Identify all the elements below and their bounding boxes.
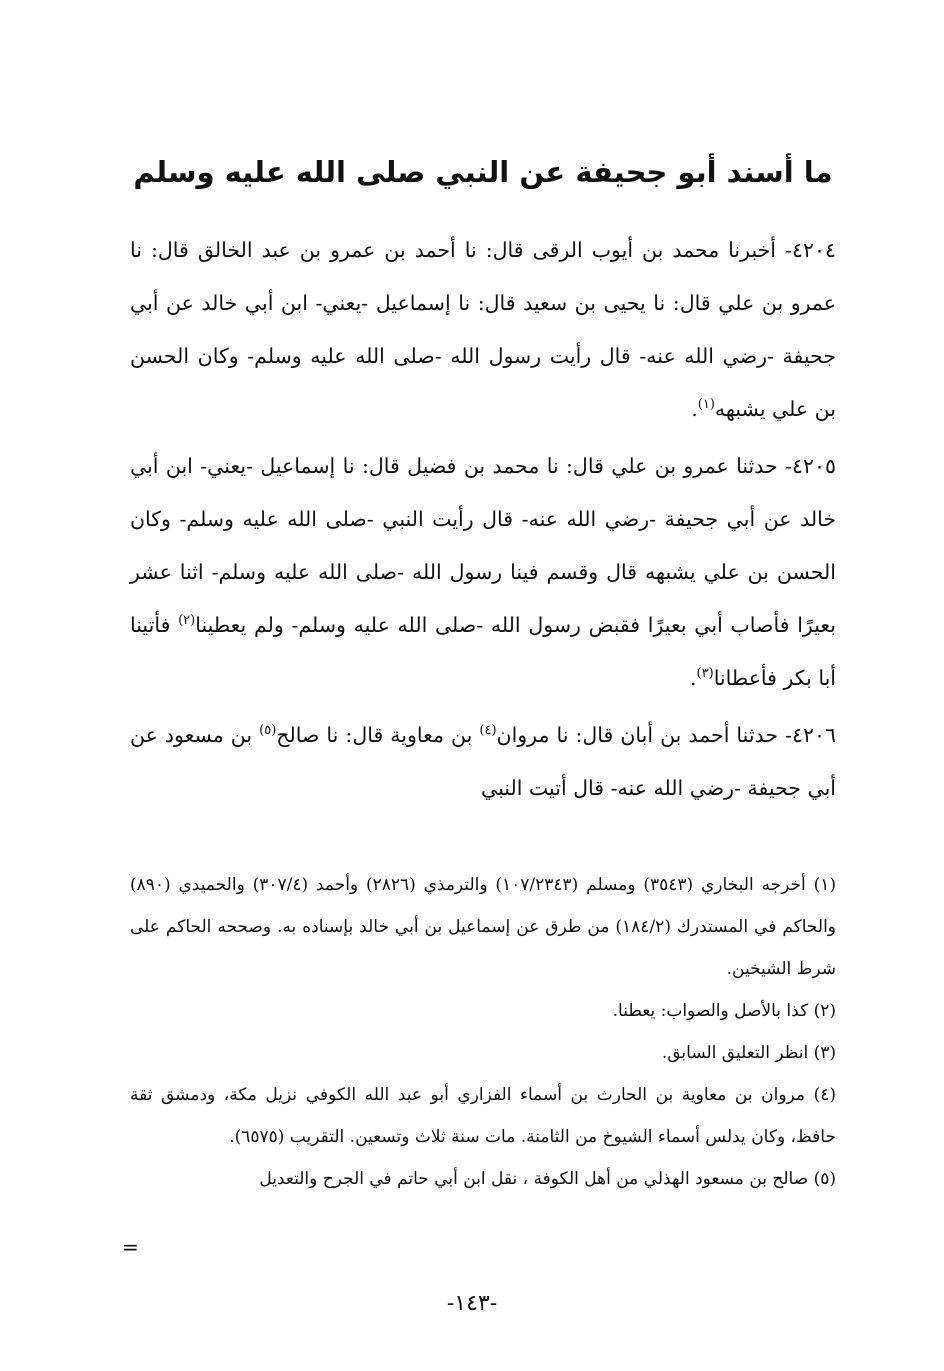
- footnote-marker: (٥): [813, 1169, 836, 1189]
- footnote-marker: (٢): [813, 1001, 836, 1021]
- footnote-text: أخرجه البخاري (٣٥٤٣) ومسلم (١٠٧/٢٣٤٣) والترمذي (٢٨٢٦) وأحمد (٣٠٧/٤) والحميدي (٨٩٠) والحاكم في المستدرك (١٨٤/٢) من طرق عن إسماعيل بن أبي خالد بإسناده به. وصححه الحاكم على شرط الشيخين.: [130, 875, 836, 979]
- footnote-ref: (٥): [259, 723, 277, 739]
- hadith-number: ٤٢٠٤: [791, 238, 836, 262]
- footnote-text: كذا بالأصل والصواب: يعطنا.: [612, 1001, 809, 1021]
- hadith-text: - حدثنا أحمد بن أبان قال: نا مروان: [496, 723, 792, 747]
- footnotes-section: [130, 864, 836, 1200]
- hadith-text-end: .: [690, 666, 697, 690]
- hadith-paragraph: [130, 224, 836, 436]
- footnote: [130, 990, 836, 1032]
- hadith-paragraph: [130, 440, 836, 705]
- footnote: [130, 1074, 836, 1158]
- footnote-marker: (١): [813, 875, 837, 895]
- hadith-number: ٤٢٠٦: [791, 723, 836, 747]
- hadith-text-end: بن مسعود عن أبي جحيفة -رضي الله عنه- قال أتيت النبي: [130, 723, 836, 800]
- footnote-text: مروان بن معاوية بن الحارث بن أسماء الفزاري أبو عبد الله الكوفي نزيل مكة، ودمشق ثقة حافظ، وكان يدلس أسماء الشيوخ من الثامنة. مات سنة ثلاث وتسعين. التقريب (٦٥٧٥).: [130, 1085, 836, 1147]
- hadith-text-continued: بن معاوية قال: نا صالح: [276, 723, 480, 747]
- hadith-text: - أخبرنا محمد بن أيوب الرقى قال: نا أحمد بن عمرو بن عبد الخالق قال: نا عمرو بن علي قال: نا يحيى بن سعيد قال: نا إسماعيل -يعني- ابن أبي خالد عن أبي جحيفة -رضي الله عنه- قال رأيت رسول الله -صلى الله عليه وسلم- وكان الحسن بن علي يشبهه: [130, 238, 836, 421]
- footnote: [130, 1032, 836, 1074]
- footnote: [130, 1158, 836, 1200]
- footnote-ref: (٣): [696, 666, 714, 682]
- hadith-text: - حدثنا عمرو بن علي قال: نا محمد بن فضيل قال: نا إسماعيل -يعني- ابن أبي خالد عن أبي جحيفة -رضي الله عنه- قال رأيت النبي -صلى الله عليه وسلم- وكان الحسن بن علي يشبهه قال وقسم فينا رسول الله -صلى الله عليه وسلم- اثنا عشر بعيرًا فأصاب أبي بعيرًا فقبض رسول الله -صلى الله عليه وسلم- ولم يعطينا: [130, 454, 836, 637]
- footnote-ref: (١): [697, 397, 715, 413]
- page-number: -١٤٣-: [446, 1291, 498, 1316]
- hadith-text-end: .: [691, 397, 698, 421]
- hadith-paragraph: [130, 709, 836, 815]
- footnote-marker: (٣): [813, 1043, 836, 1063]
- footnote-divider: [130, 860, 836, 861]
- footnote-marker: (٤): [813, 1085, 836, 1105]
- footnote-text: انظر التعليق السابق.: [661, 1043, 809, 1063]
- section-title: ما أسند أبو جحيفة عن النبي صلى الله عليه وسلم: [133, 155, 833, 189]
- footnote-text: صالح بن مسعود الهذلي من أهل الكوفة ، نقل ابن أبي حاتم في الجرح والتعديل: [259, 1169, 809, 1189]
- hadith-number: ٤٢٠٥: [791, 454, 836, 478]
- continuation-mark: =: [122, 1235, 139, 1259]
- footnote-ref: (٢): [178, 613, 196, 629]
- hadith-body: [130, 224, 836, 819]
- footnote: [130, 864, 836, 990]
- footnote-ref: (٤): [479, 723, 497, 739]
- hadith-text-continued: فأتينا أبا بكر فأعطانا: [130, 613, 836, 690]
